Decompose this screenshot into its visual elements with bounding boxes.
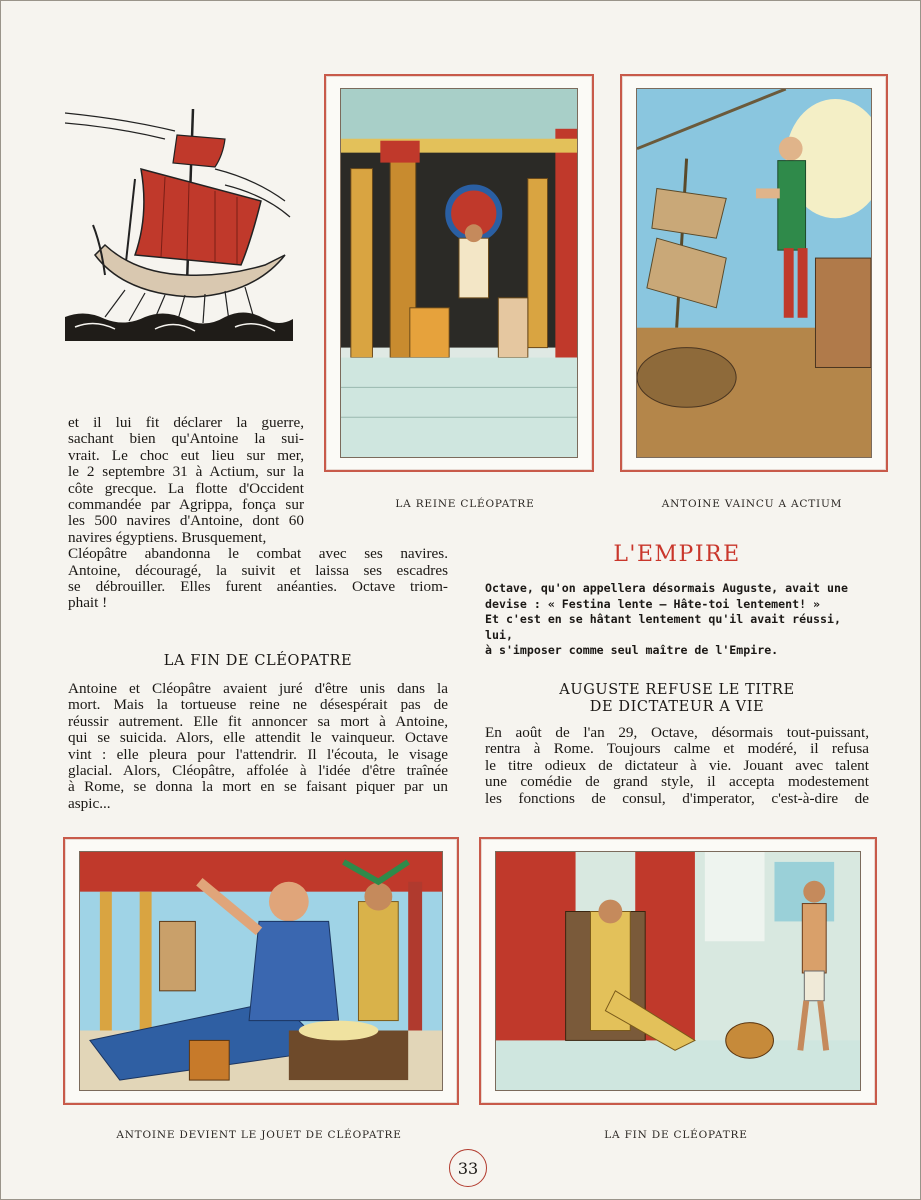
- fin-line: mort. Mais la tortueuse reine ne désespérait pas de: [68, 696, 448, 714]
- empire-line: Et c'est en se hâtant lentement qu'il avait réussi, lui,: [485, 612, 841, 642]
- intro-line: vrait. Le choc eut lieu sur mer,: [68, 446, 304, 464]
- illustration-reine-cleopatre: [324, 74, 594, 472]
- intro-line: se débrouiller. Elles furent anéanties. Octave triom-: [68, 578, 448, 596]
- intro-line: côte grecque. La flotte d'Occident: [68, 479, 304, 497]
- fin-line: Antoine et Cléopâtre avaient juré d'être unis dans la: [68, 680, 448, 697]
- fin-line: vint : elle pleura pour l'attendrir. Il l'écouta, le visage: [68, 745, 448, 763]
- intro-line: Cléopâtre abandonna le combat avec ses navires.: [68, 545, 448, 563]
- illustration-antoine-jouet-cleopatre: [63, 837, 459, 1105]
- ship-illustration: [65, 105, 293, 341]
- intro-line: navires égyptiens. Brusquement,: [68, 528, 267, 546]
- caption-antoine-vaincu: ANTOINE VAINCU A ACTIUM: [661, 498, 843, 510]
- intro-line: le 2 septembre 31 à Actium, sur la: [68, 463, 304, 481]
- heading-fin-cleopatre: LA FIN DE CLÉOPATRE: [163, 653, 353, 669]
- empire-title: L'EMPIRE: [613, 542, 741, 567]
- fin-line: aspic...: [68, 794, 111, 812]
- caption-reine-cleopatre: LA REINE CLÉOPATRE: [395, 498, 535, 510]
- illustration-antoine-vaincu-actium: [620, 74, 888, 472]
- fin-cleopatre-paragraph: [68, 681, 448, 812]
- auguste-line: une comédie de grand style, il accepta modestement: [485, 773, 869, 791]
- caption-fin-cleopatre: LA FIN DE CLÉOPATRE: [604, 1129, 748, 1141]
- page-number: 33: [449, 1149, 487, 1187]
- auguste-line: rentra à Rome. Toujours calme et modéré, il refusa: [485, 740, 869, 758]
- empire-line: devise : « Festina lente — Hâte-toi lentement! »: [485, 596, 821, 611]
- auguste-line: le titre odieux de dictateur à vie. Jouant avec talent: [485, 756, 869, 774]
- empire-line: à s'imposer comme seul maître de l'Empire.: [485, 643, 779, 657]
- intro-line: et il lui fit déclarer la guerre,: [68, 414, 304, 431]
- intro-line: les 500 navires d'Antoine, dont 60: [68, 512, 304, 530]
- empire-line: Octave, qu'on appellera désormais Auguste, avait une: [485, 581, 848, 595]
- empire-paragraph: [485, 581, 869, 659]
- intro-line: commandée par Agrippa, fonça sur: [68, 496, 304, 514]
- auguste-line: les fonctions de consul, d'imperator, c'est-à-dire de: [485, 789, 869, 807]
- caption-antoine-jouet: ANTOINE DEVIENT LE JOUET DE CLÉOPATRE: [116, 1129, 402, 1141]
- heading-auguste-line: DE DICTATEUR A VIE: [589, 699, 765, 715]
- fin-line: glacial. Alors, Cléopâtre, affolée à l'idée d'être traînée: [68, 762, 448, 780]
- intro-line: Antoine, découragé, la suivit et laissa ses escadres: [68, 561, 448, 579]
- heading-auguste-line: AUGUSTE REFUSE LE TITRE: [559, 682, 795, 698]
- fin-line: à Rome, se donna la mort en se faisant piquer par un: [68, 778, 448, 796]
- auguste-line: En août de l'an 29, Octave, désormais tout-puissant,: [485, 724, 869, 741]
- auguste-paragraph: [485, 725, 869, 807]
- intro-line: phait !: [68, 594, 108, 612]
- illustration-fin-cleopatre: [479, 837, 877, 1105]
- fin-line: réussir autrement. Elle fit annoncer sa mort à Antoine,: [68, 712, 448, 730]
- fin-line: qui se suicida. Alors, elle attendit le vainqueur. Octave: [68, 729, 448, 747]
- intro-paragraph: [68, 415, 448, 612]
- intro-line: sachant bien qu'Antoine la sui-: [68, 430, 304, 448]
- heading-auguste: [485, 682, 869, 716]
